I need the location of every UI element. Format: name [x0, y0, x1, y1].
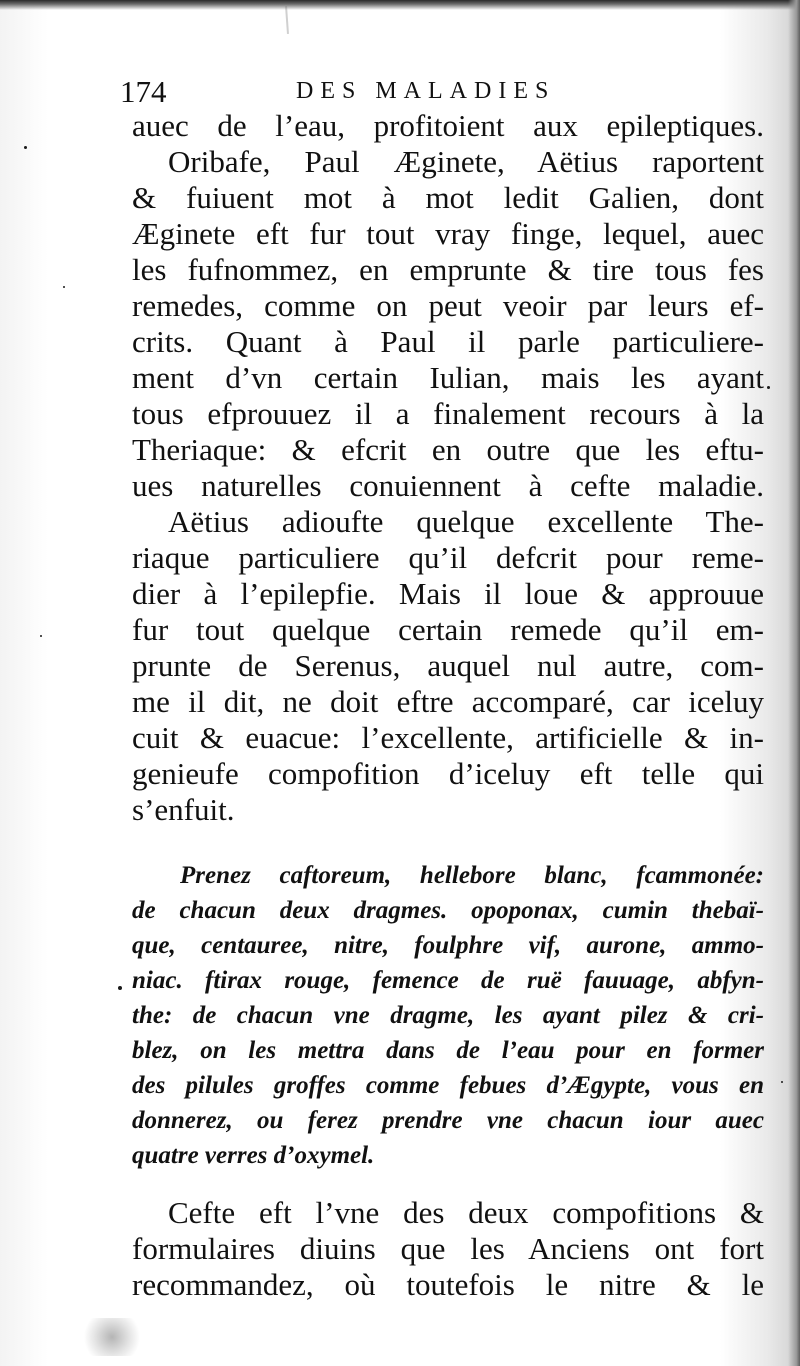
top-page-edge — [0, 0, 800, 10]
paper-speck — [118, 986, 122, 990]
recipe-line: que, centauree, nitre, foulphre vif, aurone, ammo- — [132, 932, 764, 959]
paper-speck — [781, 1081, 783, 1083]
text-line: remedes, comme on peut veoir par leurs ef- — [132, 288, 764, 323]
recipe-line: quatre verres d’oxymel. — [132, 1142, 375, 1169]
paragraph-last-line: s’enfuit. — [132, 792, 235, 827]
recipe-text — [132, 858, 764, 1173]
page-header — [120, 72, 600, 112]
recipe-line: the: de chacun vne dragme, les ayant pilez & cri- — [132, 1002, 764, 1029]
text-line: & fuiuent mot à mot ledit Galien, dont — [132, 180, 764, 215]
corner-smudge — [78, 1318, 146, 1356]
main-text — [132, 108, 764, 828]
page-number: 174 — [120, 74, 167, 109]
text-line: dier à l’epilepfie. Mais il loue & approuue — [132, 576, 764, 611]
recipe-line: donnerez, ou ferez prendre vne chacun iour auec — [132, 1107, 764, 1134]
paragraph-first-line: Oribafe, Paul Æginete, Aëtius raportent — [168, 144, 764, 179]
paper-speck — [40, 635, 42, 637]
text-line: prunte de Serenus, auquel nul autre, com- — [132, 648, 764, 683]
text-line: formulaires diuins que les Anciens ont fort — [132, 1231, 764, 1266]
recipe-line: des pilules groffes comme febues d’Ægypte, vous en — [132, 1072, 764, 1099]
text-line: crits. Quant à Paul il parle particuliere- — [132, 324, 764, 359]
recipe-line: blez, on les mettra dans de l’eau pour en former — [132, 1037, 764, 1064]
text-line: cuit & euacue: l’excellente, artificielle & in- — [132, 720, 764, 755]
text-line: genieufe compofition d’iceluy eft telle qui — [132, 756, 764, 791]
paper-speck — [63, 286, 65, 288]
running-head: DES MALADIES — [296, 78, 556, 104]
recipe-line: Prenez caftoreum, hellebore blanc, fcammonée: — [180, 862, 764, 889]
text-line: fur tout quelque certain remede qu’il em- — [132, 612, 764, 647]
paragraph-first-line: Aëtius adioufte quelque excellente The- — [168, 504, 764, 539]
text-line: Theriaque: & efcrit en outre que les eftu- — [132, 432, 764, 467]
text-line: auec de l’eau, profitoient aux epileptiques. — [132, 108, 764, 143]
closing-text — [132, 1195, 764, 1303]
recipe-line: niac. ftirax rouge, femence de ruë fauuage, abfyn- — [132, 967, 764, 994]
recipe-line: de chacun deux dragmes. opoponax, cumin thebaï- — [132, 897, 764, 924]
paper-speck — [24, 146, 27, 149]
paper-speck — [767, 386, 770, 389]
text-line: ues naturelles conuiennent à cefte maladie. — [132, 468, 764, 503]
text-line: riaque particuliere qu’il defcrit pour reme- — [132, 540, 764, 575]
text-line: ment d’vn certain Iulian, mais les ayant — [132, 360, 764, 395]
right-page-edge — [788, 0, 800, 1366]
text-line: Æginete eft fur tout vray finge, lequel, auec — [132, 216, 764, 251]
text-line: me il dit, ne doit eftre accomparé, car iceluy — [132, 684, 764, 719]
print-mark — [285, 6, 289, 34]
text-line: les fufnommez, en emprunte & tire tous fes — [132, 252, 764, 287]
text-line: tous efprouuez il a finalement recours à la — [132, 396, 764, 431]
paragraph-first-line: Cefte eft l’vne des deux compofitions & — [168, 1195, 764, 1230]
text-line: recommandez, où toutefois le nitre & le — [132, 1267, 764, 1302]
